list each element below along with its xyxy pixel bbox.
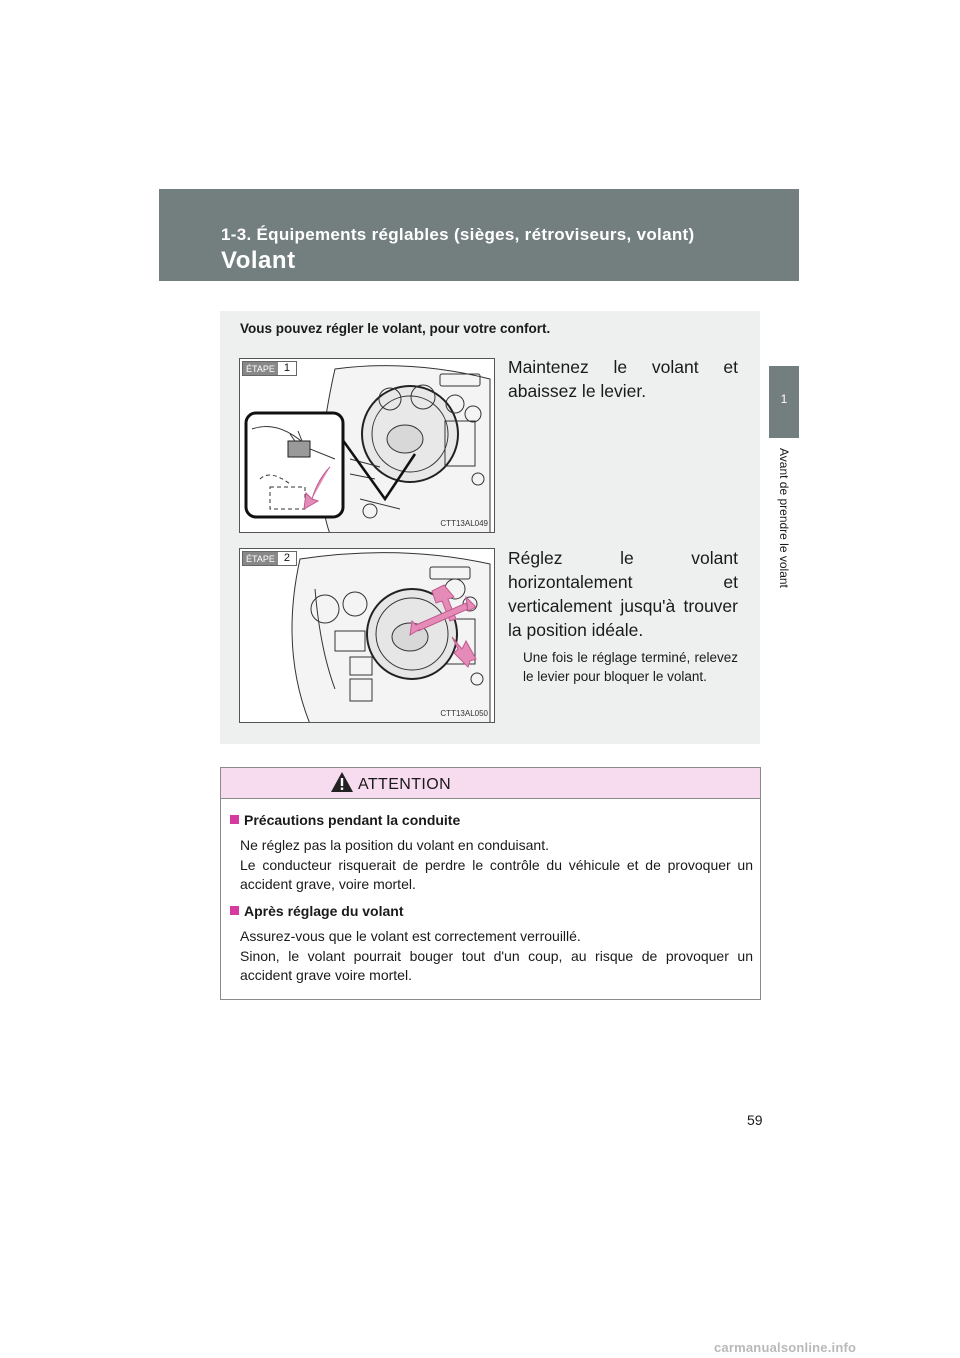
step1-label: ÉTAPE <box>243 362 278 375</box>
step2-number: 2 <box>278 552 296 565</box>
step1-number: 1 <box>278 362 296 375</box>
intro-text: Vous pouvez régler le volant, pour votre confort. <box>240 321 551 336</box>
dashboard-wheel-illustration <box>240 549 495 723</box>
warning-section-1-line: Ne réglez pas la position du volant en conduisant. <box>240 837 549 853</box>
pink-square-bullet-icon <box>230 815 239 824</box>
pink-square-bullet-icon <box>230 906 239 915</box>
step1-text: Maintenez le volant et abaissez le levier. <box>508 357 738 401</box>
warning-section-2-body <box>240 927 753 986</box>
step2-badge <box>242 551 297 566</box>
page-number: 59 <box>747 1112 763 1128</box>
chapter-label: Avant de prendre le volant <box>777 448 791 588</box>
step1-figure-code: CTT13AL049 <box>440 519 488 528</box>
step1-figure <box>239 358 495 533</box>
warning-header <box>221 768 760 799</box>
step2-note: Une fois le réglage terminé, relevez le levier pour bloquer le volant. <box>523 650 738 684</box>
warning-triangle-icon <box>330 771 354 793</box>
warning-section-title <box>230 903 403 919</box>
section-header <box>159 189 799 281</box>
warning-heading: ATTENTION <box>358 776 452 793</box>
step1-badge <box>242 361 297 376</box>
warning-section-1-title: Précautions pendant la conduite <box>244 812 461 828</box>
warning-section-1-body <box>240 836 753 895</box>
step2-figure-code: CTT13AL050 <box>440 709 488 718</box>
warning-section-2-line: Assurez-vous que le volant est correctement verrouillé. <box>240 928 581 944</box>
warning-section-1-line: Le conducteur risquerait de perdre le contrôle du véhicule et de provoquer un accident grave, voire mortel. <box>240 856 753 892</box>
chapter-label-container <box>777 448 791 618</box>
step2-label: ÉTAPE <box>243 552 278 565</box>
chapter-tab <box>769 366 799 438</box>
chapter-number: 1 <box>780 392 788 406</box>
step2-figure <box>239 548 495 723</box>
page-title: Volant <box>221 247 296 274</box>
dashboard-lever-illustration <box>240 359 495 533</box>
section-title: 1-3. Équipements réglables (sièges, rétroviseurs, volant) <box>221 225 695 244</box>
watermark: carmanualsonline.info <box>714 1340 857 1355</box>
step2-text: Réglez le volant horizontalement et verticalement jusqu'à trouver la position idéale. <box>508 548 738 640</box>
warning-section-2-title: Après réglage du volant <box>244 903 404 919</box>
warning-section-title <box>230 812 460 828</box>
warning-section-2-line: Sinon, le volant pourrait bouger tout d'un coup, au risque de provoquer un accident grave voire mortel. <box>240 947 753 983</box>
